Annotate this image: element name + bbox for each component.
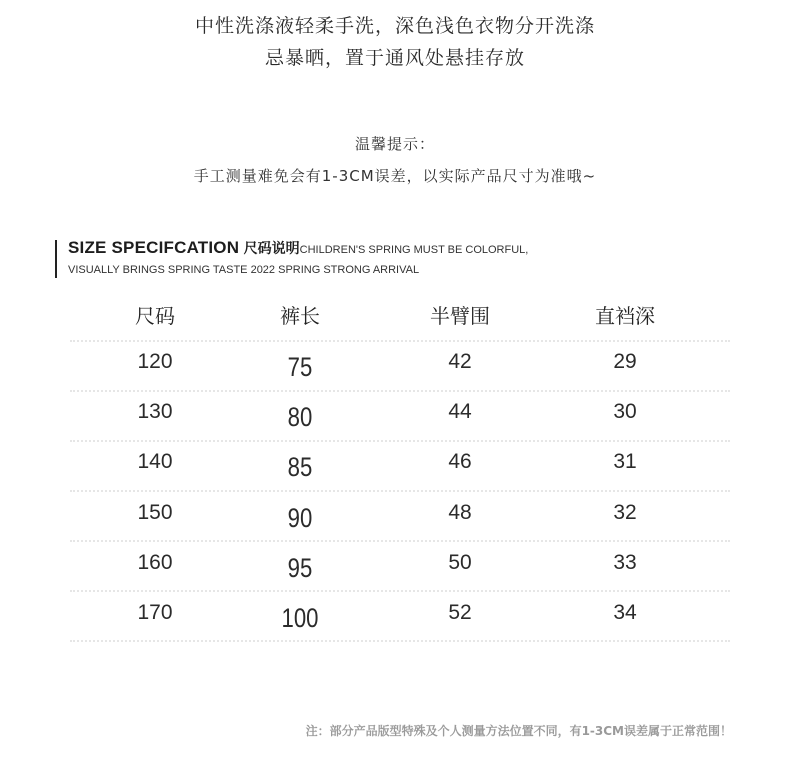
table-cell-half-arm: 44	[448, 400, 472, 423]
table-cell-rise: 29	[613, 350, 637, 373]
table-cell-pants-length: 75	[287, 352, 313, 382]
row-divider	[70, 540, 730, 542]
table-cell-half-arm: 52	[448, 601, 472, 624]
col-header-size: 尺码	[135, 304, 175, 328]
size-header-tagline: CHILDREN'S SPRING MUST BE COLORFUL,	[299, 244, 529, 256]
row-divider	[70, 640, 730, 642]
size-title-cn: 尺码说明	[243, 240, 300, 256]
table-cell-size: 160	[137, 551, 173, 574]
row-divider	[70, 590, 730, 592]
table-cell-size: 170	[137, 601, 173, 624]
table-cell-rise: 32	[613, 501, 637, 524]
row-divider	[70, 490, 730, 492]
row-divider	[70, 440, 730, 442]
table-cell-rise: 33	[613, 551, 637, 574]
table-cell-half-arm: 42	[448, 350, 472, 373]
table-cell-rise: 30	[613, 400, 637, 423]
table-cell-pants-length: 85	[287, 452, 313, 482]
table-cell-size: 150	[137, 501, 173, 524]
size-specification-header	[55, 238, 755, 284]
size-title: SIZE SPECIFCATION	[68, 238, 240, 257]
table-cell-size: 120	[137, 350, 173, 373]
table-cell-pants-length: 90	[287, 503, 313, 533]
table-cell-pants-length: 95	[287, 553, 313, 583]
table-cell-rise: 31	[613, 450, 637, 473]
header-accent-bar	[55, 240, 57, 278]
col-header-rise: 直裆深	[595, 304, 655, 328]
col-header-pants-length: 裤长	[280, 304, 320, 328]
row-divider	[70, 340, 730, 342]
tip-text: 手工测量难免会有1-3CM误差，以实际产品尺寸为准哦~	[193, 167, 597, 185]
size-header-line-2: VISUALLY BRINGS SPRING TASTE 2022 SPRING STRONG ARRIVAL	[68, 264, 420, 276]
table-cell-rise: 34	[613, 601, 637, 624]
tip-title: 温馨提示：	[354, 135, 435, 153]
footer-note: 注：部分产品版型特殊及个人测量方法位置不同，有1-3CM误差属于正常范围！	[305, 724, 732, 738]
table-cell-half-arm: 46	[448, 450, 472, 473]
table-cell-half-arm: 50	[448, 551, 472, 574]
row-divider	[70, 390, 730, 392]
table-cell-pants-length: 80	[287, 402, 313, 432]
care-line-1: 中性洗涤液轻柔手洗，深色浅色衣物分开洗涤	[194, 15, 595, 37]
size-header-line-1	[68, 238, 528, 258]
care-line-2: 忌暴晒，置于通风处悬挂存放	[264, 47, 525, 69]
table-cell-half-arm: 48	[448, 501, 472, 524]
col-header-half-arm: 半臂围	[430, 304, 490, 328]
table-cell-size: 140	[137, 450, 173, 473]
table-cell-size: 130	[137, 400, 173, 423]
table-cell-pants-length: 100	[281, 603, 319, 633]
